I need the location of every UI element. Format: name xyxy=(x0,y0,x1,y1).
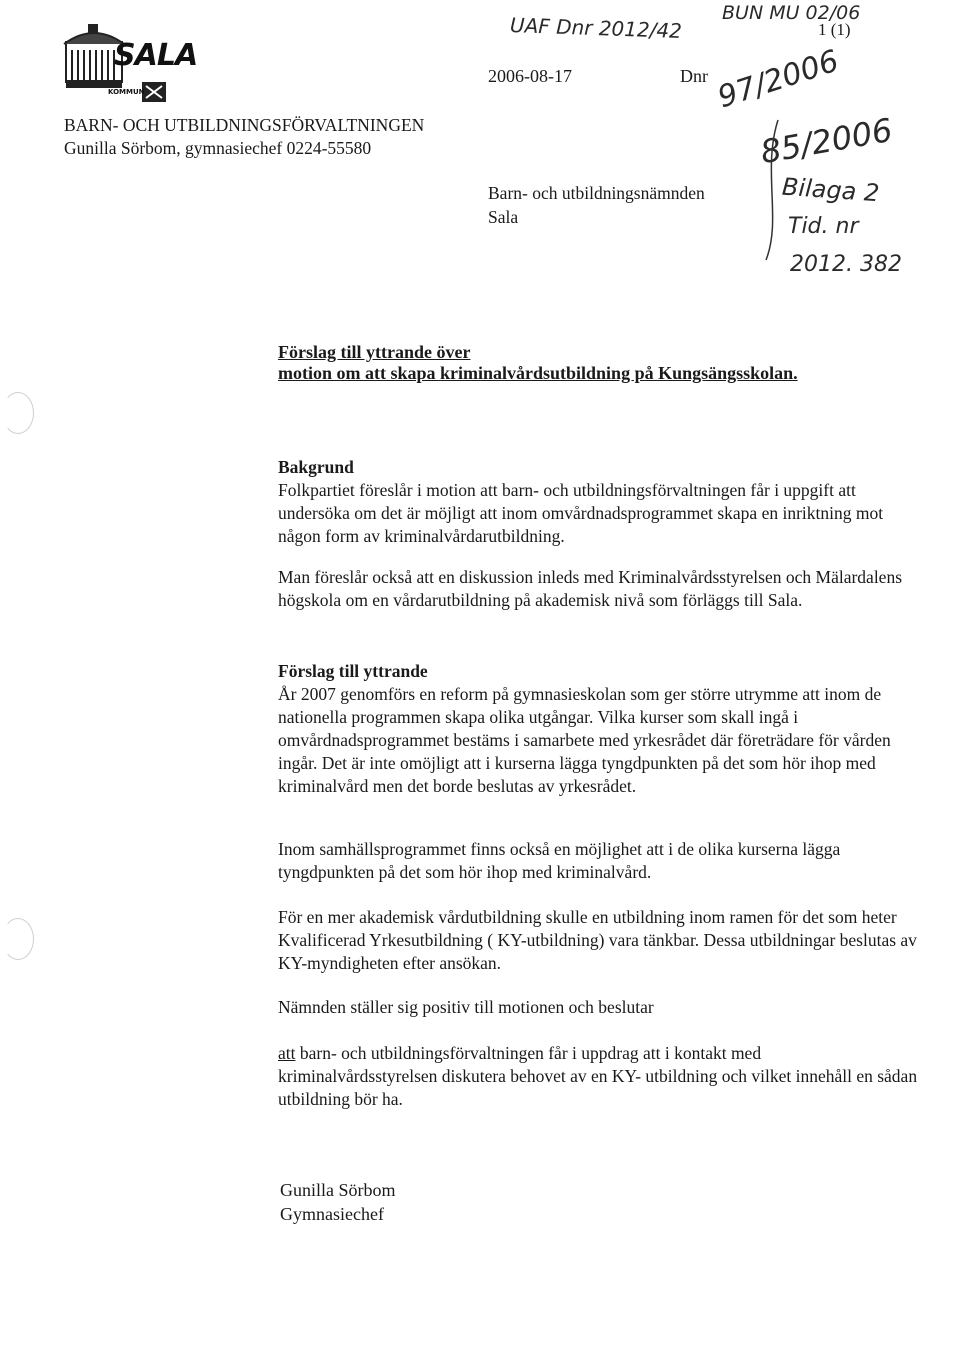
handwritten-bilaga: Bilaga 2 xyxy=(781,172,881,208)
paragraph-block xyxy=(278,838,918,884)
handwritten-top-ref: UAF Dnr 2012/42 xyxy=(509,13,683,43)
paragraph: För en mer akademisk vårdutbildning skulle en utbildning inom ramen för det som heter Kvalificerad Yrkesutbildning ( KY-utbildning) vara tänkbar. Dessa utbildningar beslutas av KY-myndigheten efter ansökan. xyxy=(278,907,917,973)
logo-wordmark: SALA xyxy=(114,38,198,73)
sender-block xyxy=(64,114,424,160)
dnr-label: Dnr xyxy=(680,66,708,86)
paragraph-block xyxy=(278,566,918,612)
page-number: 1 (1) xyxy=(818,20,851,39)
logo-subtext: KOMMUN xyxy=(108,88,145,96)
document-title xyxy=(278,342,798,384)
handwritten-tid: Tid. nr xyxy=(788,214,859,239)
signature-role: Gymnasiechef xyxy=(280,1204,384,1224)
sala-kommun-logo xyxy=(60,20,198,108)
signature-block xyxy=(280,1178,396,1226)
decision-block xyxy=(278,1042,918,1111)
paragraph: Folkpartiet föreslår i motion att barn- och utbildningsförvaltningen får i uppgift att undersöka om det är möjligt att inom omvårdnadsprogrammet skapa en inriktning mot någon form av kriminalvårdarutbildning. xyxy=(278,480,884,546)
recipient-line-2: Sala xyxy=(488,207,519,227)
punch-hole-icon xyxy=(2,918,34,960)
punch-hole-icon xyxy=(2,392,34,434)
paragraph-block xyxy=(278,996,918,1019)
decision-text: barn- och utbildningsförvaltningen får i uppdrag att i kontakt med kriminalvårdsstyrelsen diskutera behovet av en KY- utbildning och vilket innehåll en sådan utbildning bör ha. xyxy=(278,1043,918,1109)
section-forslag xyxy=(278,660,918,798)
document-date: 2006-08-17 xyxy=(488,66,572,86)
paragraph: Nämnden ställer sig positiv till motionen och beslutar xyxy=(278,997,654,1017)
handwritten-year-ref: 2012. 382 xyxy=(790,252,902,277)
decision-paragraph xyxy=(278,1042,918,1111)
handwritten-bun-ref: BUN MU 02/06 xyxy=(722,2,861,24)
paragraph-block xyxy=(278,906,918,975)
handwritten-stroke-icon xyxy=(752,110,842,270)
recipient-block xyxy=(488,181,705,229)
section-heading: Bakgrund xyxy=(278,457,354,477)
handwritten-dnr-value: 97/2006 xyxy=(713,43,843,116)
signature-name: Gunilla Sörbom xyxy=(280,1180,396,1200)
handwritten-ref2: 85/2006 xyxy=(757,110,896,172)
org-name: BARN- OCH UTBILDNINGSFÖRVALTNINGEN xyxy=(64,115,425,135)
sender-contact: Gunilla Sörbom, gymnasiechef 0224-55580 xyxy=(64,138,372,158)
section-heading: Förslag till yttrande xyxy=(278,661,428,681)
paragraph: År 2007 genomförs en reform på gymnasieskolan som ger större utrymme att inom de nationella programmen skapa olika utgångar. Vilka kurser som skall ingå i omvårdnadsprogrammet bestäms i samarbete med yrkesrådet där företrädare för vården ingår. Det är inte omöjligt att i kurserna lägga tyngdpunkten på det som hör ihop med kriminalvård men det borde beslutas av yrkesrådet. xyxy=(278,684,891,796)
recipient-line-1: Barn- och utbildningsnämnden xyxy=(488,183,705,203)
paragraph: Man föreslår också att en diskussion inleds med Kriminalvårdsstyrelsen och Mälardalens högskola om en vårdarutbildning på akademisk nivå som förläggs till Sala. xyxy=(278,567,903,610)
title-line-2: motion om att skapa kriminalvårdsutbildning på Kungsängsskolan. xyxy=(278,363,798,383)
decision-att: att xyxy=(278,1043,296,1063)
title-line-1: Förslag till yttrande över xyxy=(278,342,471,362)
section-bakgrund xyxy=(278,456,918,548)
paragraph: Inom samhällsprogrammet finns också en möjlighet att i de olika kurserna lägga tyngdpunkten på det som hör ihop med kriminalvård. xyxy=(278,839,841,882)
